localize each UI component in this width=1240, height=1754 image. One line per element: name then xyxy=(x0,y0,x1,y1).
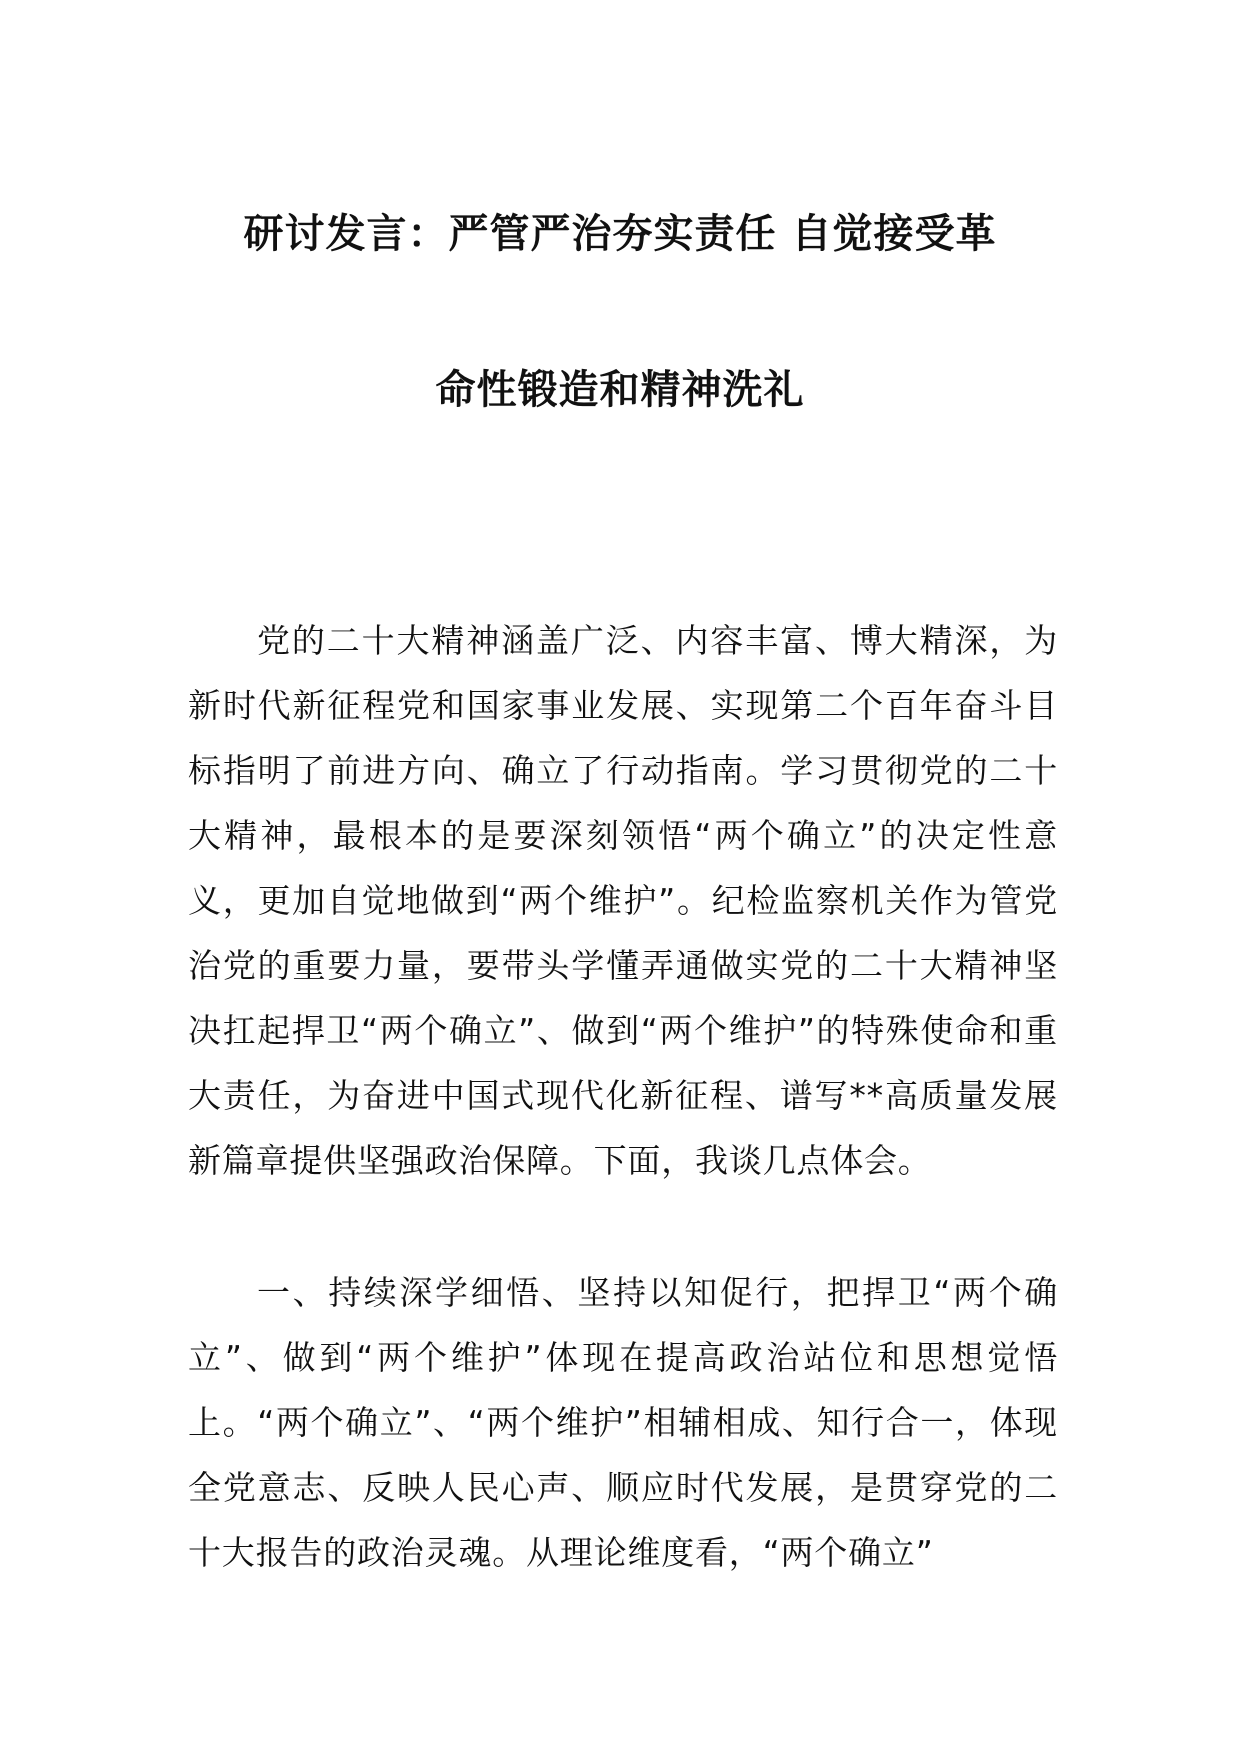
document-title-line-2: 命性锻造和精神洗礼 xyxy=(435,367,805,413)
document-title-line-1: 研讨发言：严管严治夯实责任 自觉接受革 xyxy=(243,211,997,257)
body-paragraph-section-1: 一、持续深学细悟、坚持以知促行，把捍卫“两个确立”、做到“两个维护”体现在提高政治站位和思想觉悟上。“两个确立”、“两个维护”相辅相成、知行合一，体现全党意志、反映人民心声、顺应时代发展，是贯穿党的二十大报告的政治灵魂。从理论维度看，“两个确立” xyxy=(188,1273,1058,1572)
body-paragraph-intro: 党的二十大精神涵盖广泛、内容丰富、博大精深，为新时代新征程党和国家事业发展、实现第二个百年奋斗目标指明了前进方向、确立了行动指南。学习贯彻党的二十大精神，最根本的是要深刻领悟“两个确立”的决定性意义，更加自觉地做到“两个维护”。纪检监察机关作为管党治党的重要力量，要带头学懂弄通做实党的二十大精神坚决扛起捍卫“两个确立”、做到“两个维护”的特殊使命和重大责任，为奋进中国式现代化新征程、谱写**高质量发展新篇章提供坚强政治保障。下面，我谈几点体会。 xyxy=(188,621,1058,1180)
